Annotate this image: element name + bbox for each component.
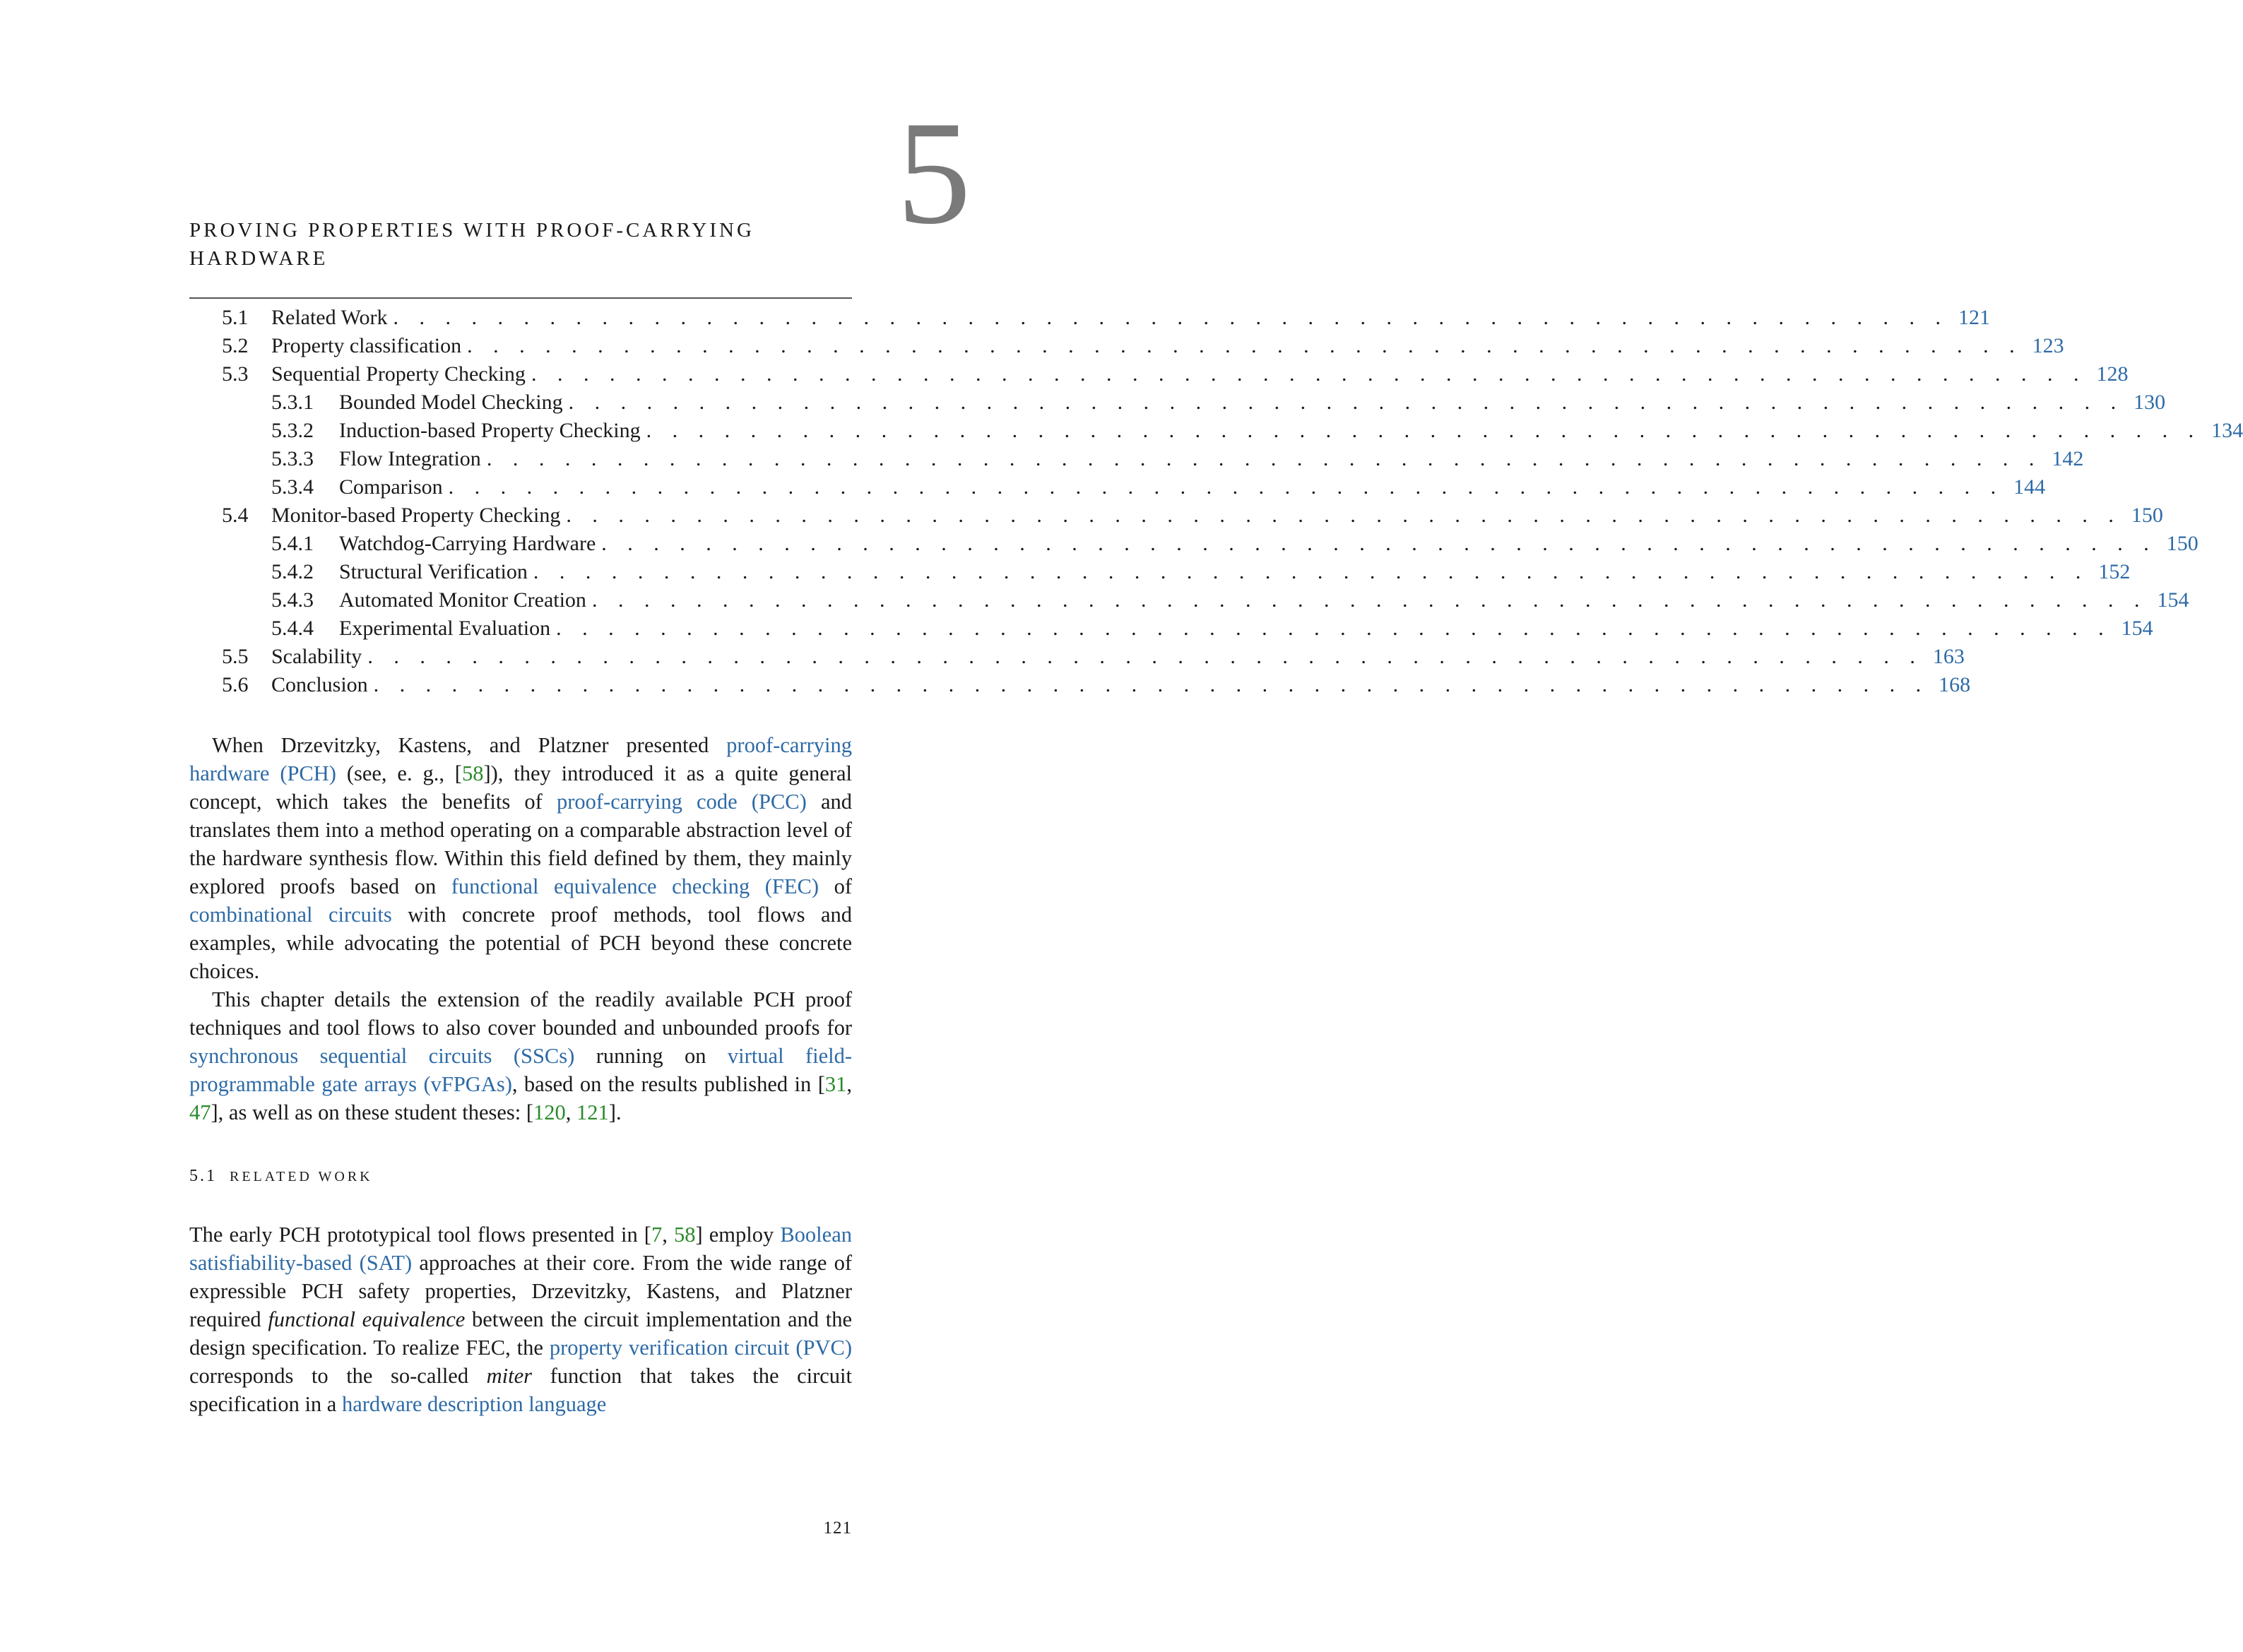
toc-page-link[interactable]: 128 (2096, 362, 2129, 386)
text-run: ], as well as on these student theses: [ (211, 1100, 534, 1124)
text-run: approaches at their core. From the wide range of expressible PCH safety properties, Drzevitzky, Kastens, and Platzner required (189, 1251, 852, 1331)
intro-paragraph-1 (189, 731, 852, 985)
toc-number: 5.6 (222, 673, 249, 696)
toc-page-link[interactable]: 144 (2013, 475, 2046, 499)
glossary-link[interactable]: proof-carrying code (PCC) (557, 790, 807, 814)
toc-page-link[interactable]: 152 (2098, 560, 2131, 583)
title-rule (189, 297, 852, 299)
table-of-contents (189, 304, 2243, 699)
toc-entry[interactable] (189, 360, 2129, 388)
toc-entry[interactable] (189, 388, 2166, 417)
toc-number: 5.4.1 (271, 532, 314, 555)
toc-entry[interactable] (189, 445, 2084, 473)
toc-label: Property classification (271, 334, 462, 357)
toc-number: 5.3.1 (271, 391, 314, 414)
toc-number: 5.5 (222, 645, 249, 668)
toc-page-link[interactable]: 121 (1958, 306, 1990, 329)
toc-label: Flow Integration (339, 447, 481, 470)
toc-page-link[interactable]: 123 (2032, 334, 2064, 357)
citation-link[interactable]: 121 (576, 1100, 609, 1124)
text-run: This chapter details the extension of the readily available PCH proof techniques and tool flows to also cover bounded and unbounded proofs for (189, 987, 852, 1040)
toc-leader-dots: . . . . . . . . . . . . . . . . . . . . . . . . . . . . . . . . . . . . . . . . . . . . . . . . . . . . . . . . . . . . (467, 334, 2023, 357)
toc-number: 5.3.4 (271, 475, 314, 499)
toc-label: Automated Monitor Creation (339, 588, 586, 612)
toc-leader-dots: . . . . . . . . . . . . . . . . . . . . . . . . . . . . . . . . . . . . . . . . . . . . . . . . . . . . . . . . . . . . (566, 504, 2121, 527)
text-run: ]), they introduced it as a quite general concept, which takes the benefits of (189, 761, 853, 814)
toc-page-link[interactable]: 163 (1932, 645, 1965, 668)
toc-entry[interactable] (189, 558, 2131, 586)
text-run: and translates them into a method operating on a comparable abstraction level of the hardware synthesis flow. Within this field defined by them, they mainly explored proofs based on (189, 790, 852, 898)
section-number: 5.1 (189, 1167, 217, 1185)
text-run: , based on the results published in [ (511, 1072, 825, 1096)
emphasis-text: miter (486, 1364, 533, 1388)
emphasis-text: functional equivalence (268, 1307, 466, 1331)
text-run: corresponds to the so-called (189, 1364, 487, 1388)
text-run: ] employ (695, 1223, 781, 1247)
toc-entry[interactable] (189, 671, 1971, 699)
section-heading (189, 1167, 373, 1186)
toc-leader-dots: . . . . . . . . . . . . . . . . . . . . . . . . . . . . . . . . . . . . . . . . . . . . . . . . . . . . . . . . . . . . (367, 645, 1923, 668)
toc-leader-dots: . . . . . . . . . . . . . . . . . . . . . . . . . . . . . . . . . . . . . . . . . . . . . . . . . . . . . . . . . . . . (646, 419, 2202, 442)
glossary-link[interactable]: combinational circuits (189, 903, 392, 927)
citation-link[interactable]: 7 (651, 1223, 663, 1247)
toc-page-link[interactable]: 150 (2166, 532, 2198, 555)
page-number: 121 (823, 1519, 852, 1538)
chapter-number: 5 (896, 91, 971, 255)
toc-number: 5.3 (222, 362, 249, 386)
toc-leader-dots: . . . . . . . . . . . . . . . . . . . . . . . . . . . . . . . . . . . . . . . . . . . . . . . . . . . . . . . . . . . . (601, 532, 2157, 555)
toc-leader-dots: . . . . . . . . . . . . . . . . . . . . . . . . . . . . . . . . . . . . . . . . . . . . . . . . . . . . . . . . . . . . (531, 362, 2087, 386)
intro-body (189, 731, 852, 1127)
citation-link[interactable]: 58 (673, 1223, 696, 1247)
text-run: ]. (608, 1100, 622, 1124)
toc-page-link[interactable]: 134 (2211, 419, 2243, 442)
toc-label: Related Work (271, 306, 388, 329)
toc-leader-dots: . . . . . . . . . . . . . . . . . . . . . . . . . . . . . . . . . . . . . . . . . . . . . . . . . . . . . . . . . . . . (393, 306, 1948, 329)
text-run: function that takes the circuit specification in a (189, 1364, 852, 1416)
toc-label: Induction-based Property Checking (339, 419, 641, 442)
text-run: When Drzevitzky, Kastens, and Platzner presented (212, 733, 727, 757)
toc-label: Monitor-based Property Checking (271, 504, 561, 527)
toc-entry[interactable] (189, 304, 1990, 332)
text-run: , (565, 1100, 577, 1124)
glossary-link[interactable]: Boolean satisfiability-based (SAT) (189, 1223, 852, 1275)
text-run: , (662, 1223, 674, 1247)
toc-leader-dots: . . . . . . . . . . . . . . . . . . . . . . . . . . . . . . . . . . . . . . . . . . . . . . . . . . . . . . . . . . . . (486, 447, 2042, 470)
toc-page-link[interactable]: 150 (2131, 504, 2163, 527)
toc-entry[interactable] (189, 473, 2046, 501)
section-title: RELATED WORK (230, 1169, 373, 1184)
citation-link[interactable]: 47 (189, 1100, 211, 1124)
toc-number: 5.4.4 (271, 617, 314, 640)
text-run: The early PCH prototypical tool flows presented in [ (189, 1223, 651, 1247)
text-run: running on (574, 1044, 728, 1068)
toc-number: 5.4 (222, 504, 249, 527)
toc-leader-dots: . . . . . . . . . . . . . . . . . . . . . . . . . . . . . . . . . . . . . . . . . . . . . . . . . . . . . . . . . . . . (568, 391, 2124, 414)
intro-paragraph-2 (189, 985, 852, 1127)
text-run: between the circuit implementation and the design specification. To realize FEC, the (189, 1307, 852, 1360)
toc-number: 5.3.2 (271, 419, 314, 442)
toc-page-link[interactable]: 142 (2052, 447, 2084, 470)
citation-link[interactable]: 31 (824, 1072, 847, 1096)
toc-entry[interactable] (189, 614, 2153, 643)
chapter-title-line2: HARDWARE (189, 247, 329, 270)
toc-page-link[interactable]: 154 (2121, 617, 2153, 640)
glossary-link[interactable]: hardware description language (341, 1392, 607, 1416)
toc-number: 5.3.3 (271, 447, 314, 470)
toc-leader-dots: . . . . . . . . . . . . . . . . . . . . . . . . . . . . . . . . . . . . . . . . . . . . . . . . . . . . . . . . . . . . (556, 617, 2112, 640)
chapter-title-line1: PROVING PROPERTIES WITH PROOF-CARRYING (189, 219, 754, 242)
chapter-title (189, 216, 868, 273)
toc-number: 5.4.2 (271, 560, 314, 583)
toc-leader-dots: . . . . . . . . . . . . . . . . . . . . . . . . . . . . . . . . . . . . . . . . . . . . . . . . . . . . . . . . . . . . (533, 560, 2089, 583)
glossary-link[interactable]: proof-carrying hardware (PCH) (189, 733, 852, 785)
toc-page-link[interactable]: 168 (1939, 673, 1971, 696)
toc-label: Sequential Property Checking (271, 362, 526, 386)
toc-entry[interactable] (189, 332, 2064, 360)
toc-leader-dots: . . . . . . . . . . . . . . . . . . . . . . . . . . . . . . . . . . . . . . . . . . . . . . . . . . . . . . . . . . . . (373, 673, 1929, 696)
toc-leader-dots: . . . . . . . . . . . . . . . . . . . . . . . . . . . . . . . . . . . . . . . . . . . . . . . . . . . . . . . . . . . . (448, 475, 2004, 499)
toc-label: Comparison (339, 475, 443, 499)
toc-label: Conclusion (271, 673, 368, 696)
section-body (189, 1220, 852, 1418)
toc-label: Bounded Model Checking (339, 391, 563, 414)
toc-label: Experimental Evaluation (339, 617, 551, 640)
toc-label: Watchdog-Carrying Hardware (339, 532, 596, 555)
toc-entry[interactable] (189, 501, 2163, 530)
glossary-link[interactable]: functional equivalence checking (FEC) (451, 874, 819, 898)
section-paragraph-1 (189, 1220, 852, 1418)
toc-entry[interactable] (189, 586, 2189, 614)
glossary-link[interactable]: synchronous sequential circuits (SSCs) (189, 1044, 575, 1068)
citation-link[interactable]: 120 (533, 1100, 566, 1124)
toc-number: 5.4.3 (271, 588, 314, 612)
text-run: with concrete proof methods, tool flows and examples, while advocating the potential of PCH beyond these concrete choices. (189, 903, 852, 983)
toc-entry[interactable] (189, 417, 2243, 445)
toc-number: 5.2 (222, 334, 249, 357)
toc-entry[interactable] (189, 530, 2198, 558)
toc-page-link[interactable]: 130 (2133, 391, 2166, 414)
toc-leader-dots: . . . . . . . . . . . . . . . . . . . . . . . . . . . . . . . . . . . . . . . . . . . . . . . . . . . . . . . . . . . . (591, 588, 2148, 612)
glossary-link[interactable]: property verification circuit (PVC) (549, 1336, 852, 1360)
toc-number: 5.1 (222, 306, 249, 329)
glossary-link[interactable]: virtual field-programmable gate arrays (vFPGAs) (189, 1044, 852, 1096)
citation-link[interactable]: 58 (461, 761, 484, 785)
text-run: (see, e. g., [ (336, 761, 462, 785)
text-run: , (846, 1072, 852, 1096)
text-run: of (819, 874, 852, 898)
toc-label: Structural Verification (339, 560, 528, 583)
toc-label: Scalability (271, 645, 362, 668)
toc-entry[interactable] (189, 643, 1965, 671)
toc-page-link[interactable]: 154 (2157, 588, 2189, 612)
